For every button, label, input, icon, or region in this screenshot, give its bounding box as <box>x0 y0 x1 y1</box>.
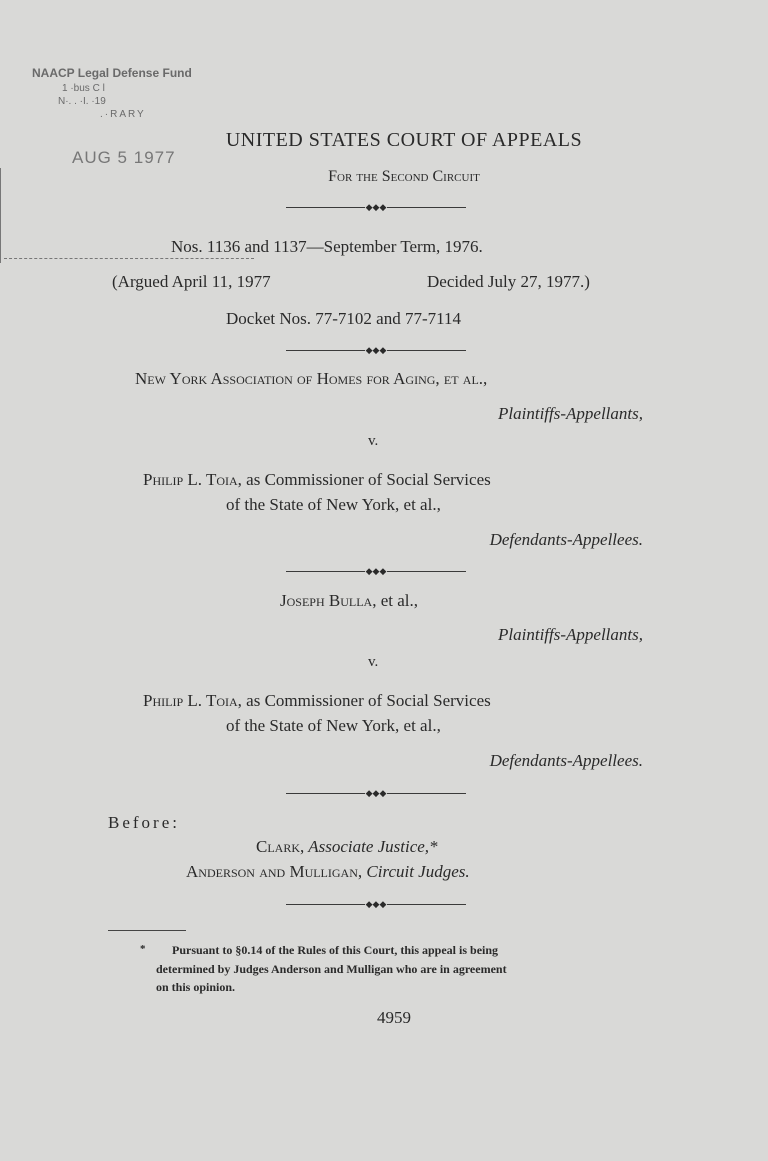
defendant-1 <box>143 470 491 490</box>
defendant-1-role: Defendants-Appellees. <box>489 530 643 549</box>
ornament-divider: ◆◆◆ <box>286 900 466 910</box>
defendant-2 <box>143 691 491 711</box>
stamp-line-3: N·. . ·I. ·19 <box>58 96 106 107</box>
ornament-divider: ◆◆◆ <box>286 567 466 577</box>
plaintiff-2-rest: et al., <box>376 591 419 610</box>
stamp-line-4: .·RARY <box>100 109 146 120</box>
defendant-1-desc: as Commissioner of Social Services <box>241 470 491 489</box>
judge-2-names: Anderson and Mulligan, <box>186 862 363 881</box>
plaintiff-2 <box>280 591 418 611</box>
defendant-2-name: Philip L. Toia, <box>143 691 242 710</box>
ornament-divider: ◆◆◆ <box>286 346 466 356</box>
plaintiff-1-role: Plaintiffs-Appellants, <box>498 404 643 423</box>
ornament-divider: ◆◆◆ <box>286 789 466 799</box>
docket-numbers: Docket Nos. 77-7102 and 77-7114 <box>226 309 461 328</box>
court-title: UNITED STATES COURT OF APPEALS <box>225 129 583 151</box>
footnote-line-3: on this opinion. <box>156 980 236 994</box>
defendant-2-role: Defendants-Appellees. <box>489 751 643 770</box>
judge-2-title: Circuit Judges. <box>362 862 470 881</box>
plaintiff-1: New York Association of Homes for Aging, et al., <box>135 369 488 388</box>
plaintiff-2-role: Plaintiffs-Appellants, <box>498 625 643 644</box>
judge-1-name: Clark, <box>256 837 305 856</box>
judge-1-title: Associate Justice,* <box>304 837 438 856</box>
stamp-line-1: NAACP Legal Defense Fund <box>32 66 192 80</box>
received-date-stamp: AUG 5 1977 <box>72 148 176 167</box>
versus-1: v. <box>368 433 379 449</box>
circuit-subtitle: For the Second Circuit <box>328 168 480 185</box>
judge-line-2 <box>186 862 470 882</box>
page-number: 4959 <box>377 1008 411 1027</box>
footnote-line-1: Pursuant to §0.14 of the Rules of this Court, this appeal is being <box>172 943 499 957</box>
argued-date: (Argued April 11, 1977 <box>112 272 271 291</box>
defendant-1-name: Philip L. Toia, <box>143 470 242 489</box>
judge-line-1 <box>256 837 438 857</box>
defendant-2-desc: as Commissioner of Social Services <box>241 691 491 710</box>
plaintiff-2-name: Joseph Bulla, <box>280 591 377 610</box>
defendant-1-line2: of the State of New York, et al., <box>226 495 441 514</box>
stamp-line-2: 1 ·bus C l <box>62 83 105 94</box>
case-numbers: Nos. 1136 and 1137—September Term, 1976. <box>171 237 483 256</box>
decided-date: Decided July 27, 1977.) <box>427 272 590 291</box>
footnote-rule <box>108 930 186 931</box>
before-label: Before: <box>108 813 180 832</box>
ornament-divider: ◆◆◆ <box>286 203 466 213</box>
versus-2: v. <box>368 654 379 670</box>
defendant-2-line2: of the State of New York, et al., <box>226 716 441 735</box>
footnote-line-2: determined by Judges Anderson and Mulligan who are in agreement <box>156 962 507 976</box>
scribble-mark <box>4 258 254 261</box>
footnote-marker: * <box>140 943 146 955</box>
